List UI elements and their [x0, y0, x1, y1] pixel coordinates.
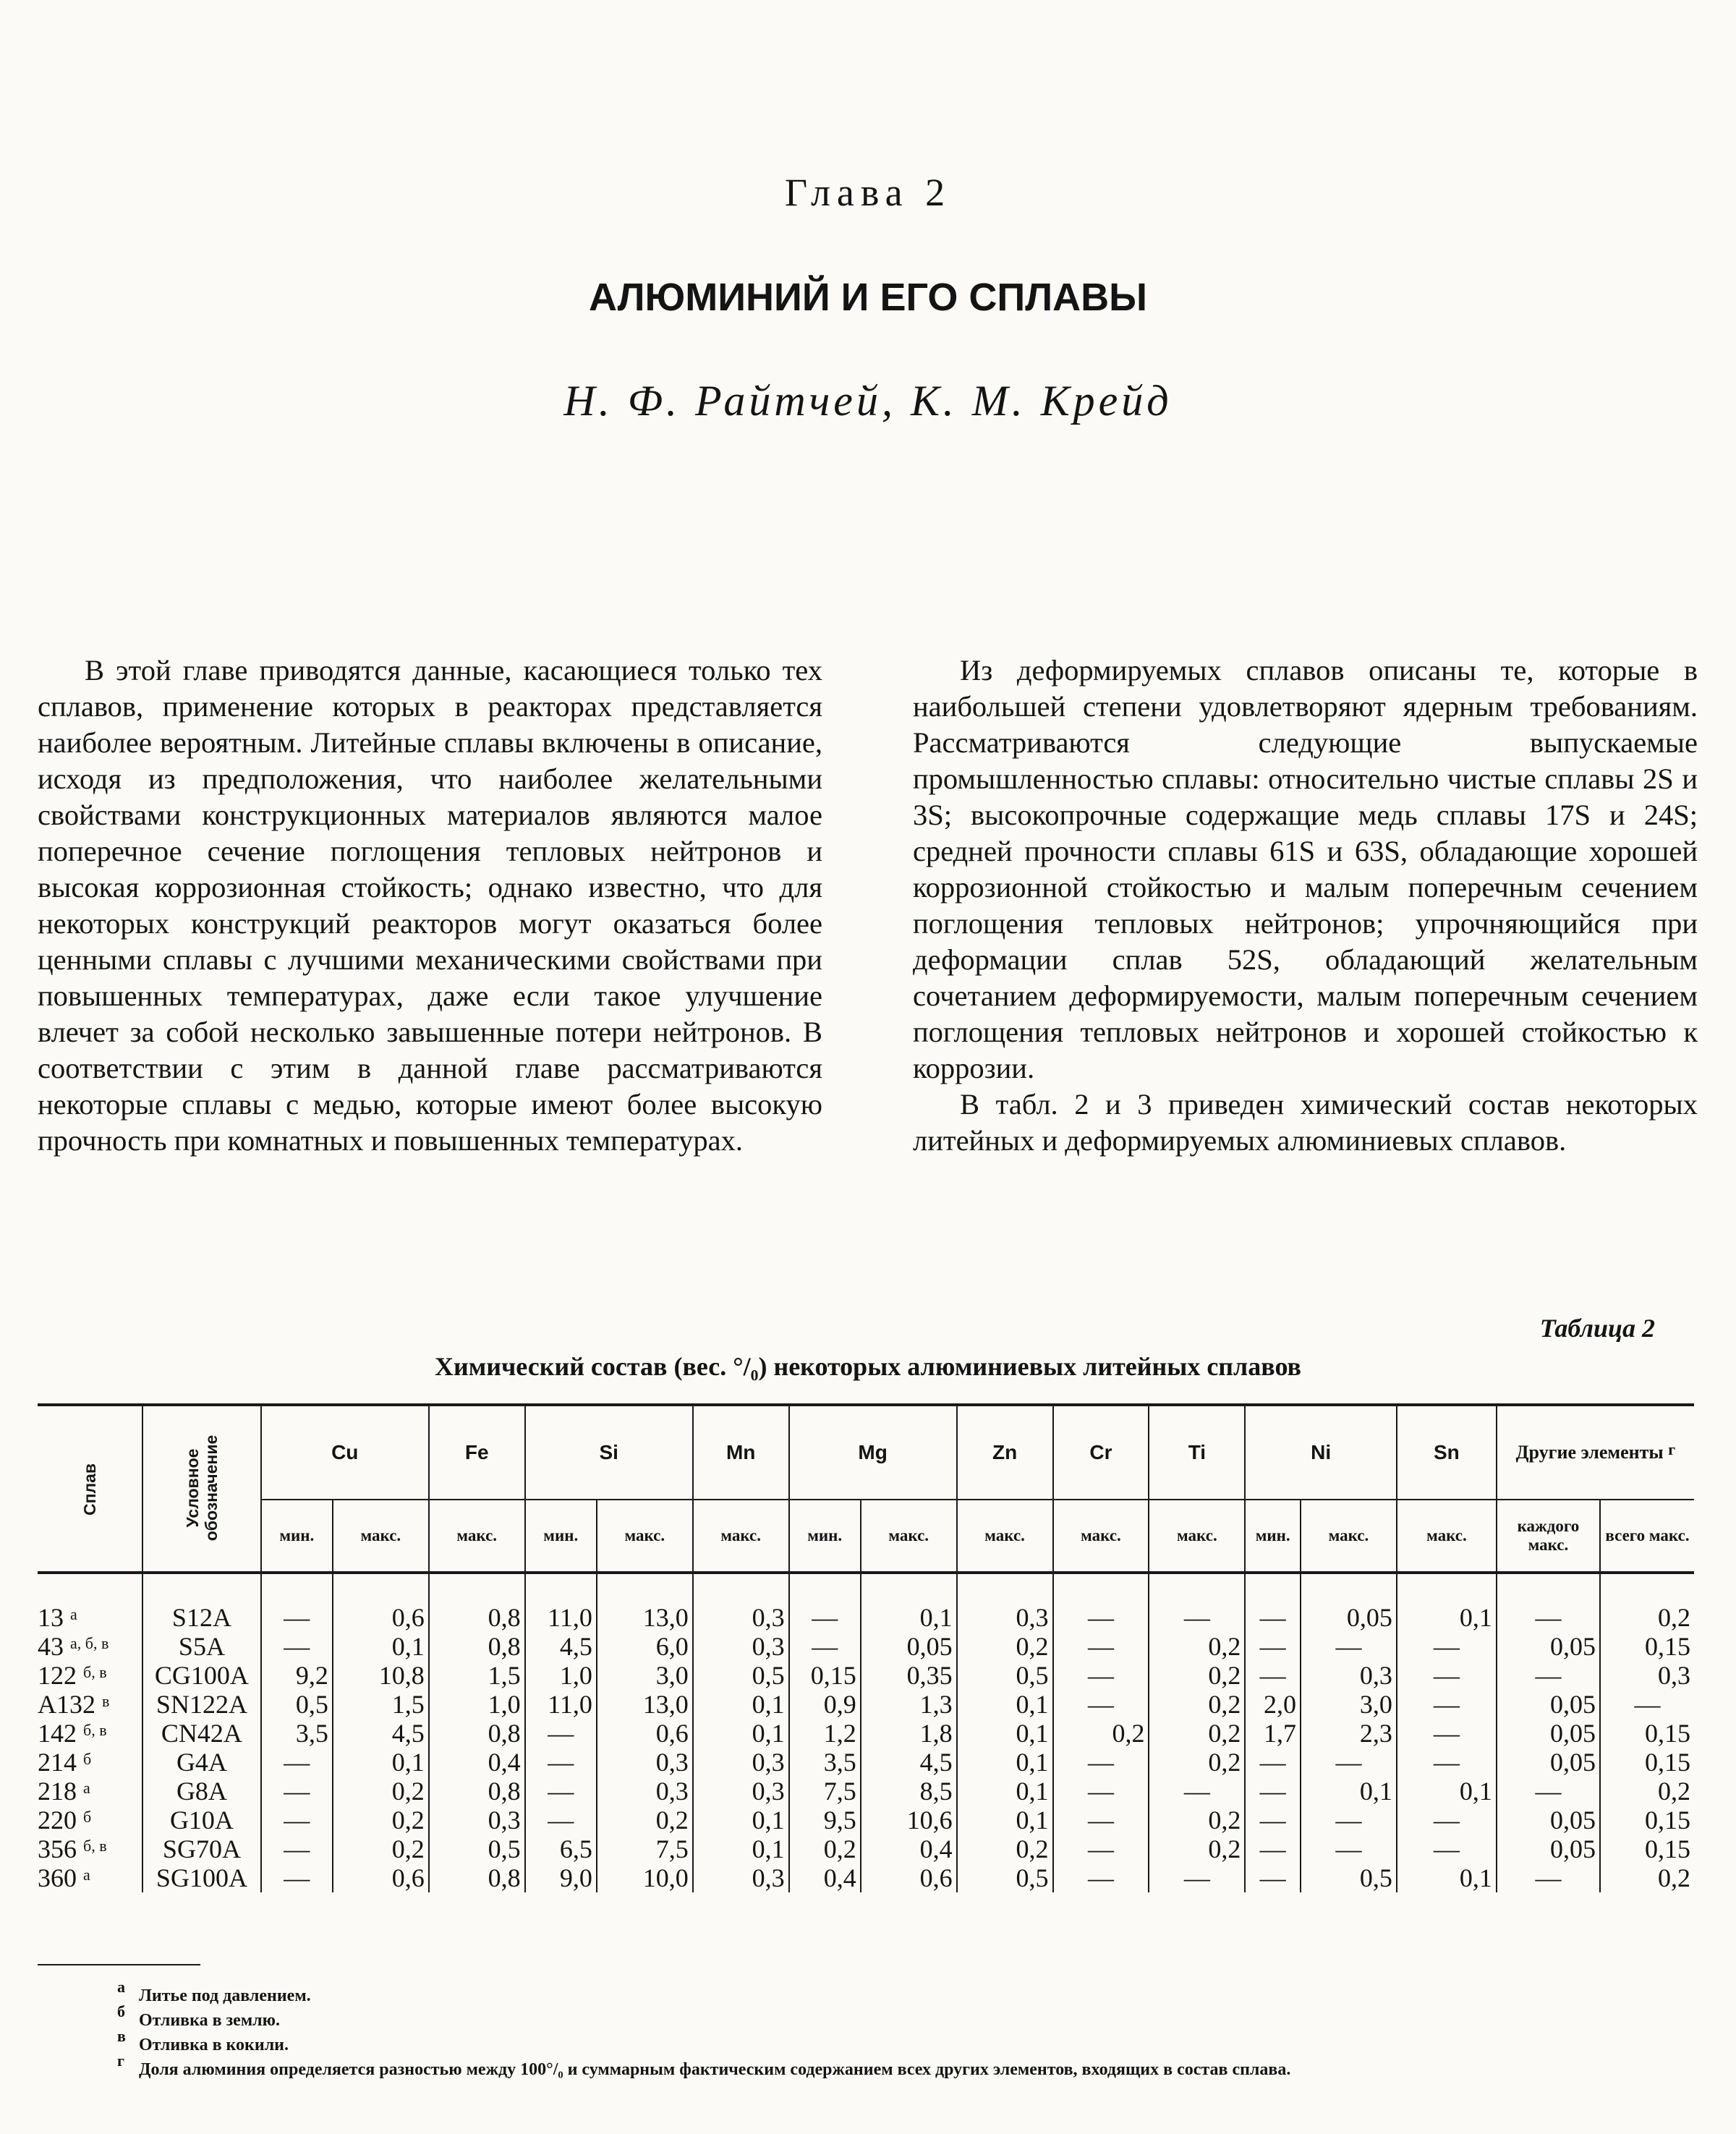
table-cell: — — [261, 1573, 333, 1632]
table-cell: 0,9 — [789, 1690, 861, 1719]
table-cell: — — [789, 1632, 861, 1661]
table-cell: 0,1 — [1397, 1777, 1497, 1806]
table-cell: 0,2 — [1053, 1719, 1149, 1748]
table-cell: — — [261, 1863, 333, 1892]
table-cell: 0,2 — [1149, 1690, 1245, 1719]
table-cell: 13,0 — [597, 1690, 693, 1719]
table-cell: — — [1497, 1777, 1600, 1806]
sub-max: макс. — [1397, 1500, 1497, 1573]
table-cell: 0,1 — [1301, 1777, 1397, 1806]
table-cell: 0,6 — [333, 1573, 429, 1632]
table-cell: 0,1 — [957, 1777, 1053, 1806]
table-cell: 0,15 — [1600, 1748, 1694, 1777]
cell-alloy: 43 $^{а, б, в}$ — [38, 1632, 142, 1661]
table-cell: 4,5 — [861, 1748, 957, 1777]
sub-each-max: каждого макс. — [1497, 1500, 1600, 1573]
sub-max: макс. — [1301, 1500, 1397, 1573]
sub-max: макс. — [861, 1500, 957, 1573]
table-cell: 0,8 — [429, 1573, 525, 1632]
table-cell: 0,3 — [1600, 1661, 1694, 1690]
table-cell: 1,8 — [861, 1719, 957, 1748]
table-cell: — — [1497, 1661, 1600, 1690]
table-cell: — — [1245, 1573, 1301, 1632]
table-row — [38, 1777, 1694, 1806]
sub-max: макс. — [693, 1500, 789, 1573]
table-cell: 1,5 — [429, 1661, 525, 1690]
cell-designation: CN42A — [142, 1719, 261, 1748]
table-cell: — — [1301, 1632, 1397, 1661]
table-cell: 3,5 — [261, 1719, 333, 1748]
col-sn: Sn — [1397, 1405, 1497, 1500]
table-cell: 0,6 — [333, 1863, 429, 1892]
table-cell: 1,7 — [1245, 1719, 1301, 1748]
table-cell: 0,1 — [861, 1573, 957, 1632]
sub-max: макс. — [1149, 1500, 1245, 1573]
table-cell: — — [1053, 1632, 1149, 1661]
table-cell: 0,5 — [1301, 1863, 1397, 1892]
table-cell: 3,0 — [597, 1661, 693, 1690]
paragraph: Из деформируемых сплавов описаны те, которые в наибольшей степени удовлетворяют ядерным требованиям. Рассматриваются следующие выпускаемые промышленностью сплавы: относительно чистые сплавы 2S и 3S; высокопрочные содержащие медь сплавы 17S и 24S; средней прочности сплавы 61S и 63S, обладающие хорошей коррозионной стойкостью и малым поперечным сечением поглощения тепловых нейтронов; упрочняющийся при деформации сплав 52S, обладающий желательным сочетанием деформируемости, малым поперечным сечением поглощения тепловых нейтронов и хорошей стойкостью к коррозии. — [913, 654, 1698, 1084]
table-cell: 0,2 — [333, 1777, 429, 1806]
table-cell: — — [1397, 1690, 1497, 1719]
table-cell: 0,15 — [1600, 1835, 1694, 1863]
cell-designation: S5A — [142, 1632, 261, 1661]
table-row — [38, 1863, 1694, 1892]
table-row — [38, 1632, 1694, 1661]
footnote-rule — [38, 1964, 200, 1965]
table-cell: — — [789, 1573, 861, 1632]
cell-alloy: 220 $^б$ — [38, 1806, 142, 1835]
table-cell: 0,3 — [1301, 1661, 1397, 1690]
table-cell: — — [1497, 1863, 1600, 1892]
table-cell: — — [261, 1806, 333, 1835]
table-cell: 7,5 — [789, 1777, 861, 1806]
table-cell: — — [1053, 1777, 1149, 1806]
table-cell: 3,5 — [789, 1748, 861, 1777]
table-cell: 0,3 — [429, 1806, 525, 1835]
table-cell: — — [525, 1777, 597, 1806]
table-cell: — — [1053, 1661, 1149, 1690]
sub-total-max: всего макс. — [1600, 1500, 1694, 1573]
cell-alloy: 142 $^{б, в}$ — [38, 1719, 142, 1748]
table-cell: 0,05 — [1497, 1748, 1600, 1777]
table-cell: 0,8 — [429, 1632, 525, 1661]
table-cell: 0,8 — [429, 1863, 525, 1892]
footnote: а Литье под давлением. — [117, 1978, 311, 2005]
table-cell: 9,2 — [261, 1661, 333, 1690]
col-ti: Ti — [1149, 1405, 1245, 1500]
table-cell: 0,4 — [861, 1835, 957, 1863]
table-cell: 0,1 — [693, 1835, 789, 1863]
cell-designation: S12A — [142, 1573, 261, 1632]
cell-designation: SG70A — [142, 1835, 261, 1863]
table-cell: 6,0 — [597, 1632, 693, 1661]
table-cell: 9,0 — [525, 1863, 597, 1892]
table-cell: 0,6 — [597, 1719, 693, 1748]
footnote: в Отливка в кокили. — [117, 2027, 289, 2054]
table-cell: 0,6 — [861, 1863, 957, 1892]
table-cell: 0,3 — [693, 1777, 789, 1806]
table-cell: 4,5 — [525, 1632, 597, 1661]
col-alloy: Сплав — [38, 1405, 142, 1573]
chapter-authors: Н. Ф. Райтчей, К. М. Крейд — [563, 377, 1173, 425]
sub-max: макс. — [429, 1500, 525, 1573]
cell-alloy: 356 $^{б, в}$ — [38, 1835, 142, 1863]
table-cell: 0,05 — [1497, 1719, 1600, 1748]
table-cell: 0,5 — [261, 1690, 333, 1719]
table-cell: 0,2 — [957, 1835, 1053, 1863]
table-cell: — — [1245, 1748, 1301, 1777]
table-row — [38, 1719, 1694, 1748]
table-cell: — — [261, 1748, 333, 1777]
table-cell: 0,15 — [1600, 1632, 1694, 1661]
col-zn: Zn — [957, 1405, 1053, 1500]
table-cell: 1,0 — [525, 1661, 597, 1690]
cell-alloy: 13 $^а$ — [38, 1573, 142, 1632]
table-cell: 0,1 — [333, 1748, 429, 1777]
footnote: б Отливка в землю. — [117, 2002, 280, 2030]
table-cell: 0,2 — [1600, 1777, 1694, 1806]
sub-max: макс. — [333, 1500, 429, 1573]
table-cell: 0,2 — [957, 1632, 1053, 1661]
table-cell: — — [1301, 1748, 1397, 1777]
col-fe: Fe — [429, 1405, 525, 1500]
table-cell: 0,05 — [1497, 1806, 1600, 1835]
col-mg: Mg — [789, 1405, 957, 1500]
cell-alloy: 218 $^а$ — [38, 1777, 142, 1806]
table-cell: 0,5 — [429, 1835, 525, 1863]
sub-max: макс. — [957, 1500, 1053, 1573]
sub-max: макс. — [1053, 1500, 1149, 1573]
table-cell: 0,15 — [1600, 1806, 1694, 1835]
table-cell: 8,5 — [861, 1777, 957, 1806]
footnotes — [38, 1978, 1694, 2082]
table-cell: 2,0 — [1245, 1690, 1301, 1719]
table-label: Таблица 2 — [1539, 1314, 1655, 1343]
sub-min: мин. — [261, 1500, 333, 1573]
table-title: Химический состав (вес. °/₀) некоторых алюминиевых литейных сплавов — [435, 1352, 1301, 1381]
table-cell: 0,15 — [1600, 1719, 1694, 1748]
table-cell: 10,0 — [597, 1863, 693, 1892]
col-cu: Cu — [261, 1405, 429, 1500]
table-cell: — — [1149, 1573, 1245, 1632]
table-cell: 0,3 — [693, 1573, 789, 1632]
cell-designation: SG100A — [142, 1863, 261, 1892]
col-si: Si — [525, 1405, 693, 1500]
cell-alloy: 360 $^а$ — [38, 1863, 142, 1892]
table-cell: — — [1397, 1835, 1497, 1863]
table-row — [38, 1573, 1694, 1632]
table-cell: — — [1245, 1863, 1301, 1892]
table-cell: — — [261, 1835, 333, 1863]
text-column-left — [38, 652, 822, 1159]
table-cell: 0,2 — [1149, 1632, 1245, 1661]
table-row — [38, 1806, 1694, 1835]
table-cell: — — [1245, 1806, 1301, 1835]
table-cell: 0,15 — [789, 1661, 861, 1690]
table-cell: 0,2 — [1149, 1748, 1245, 1777]
table-cell: 0,05 — [1497, 1632, 1600, 1661]
col-designation: Условное обозначение — [142, 1405, 261, 1573]
table-cell: — — [1397, 1661, 1497, 1690]
table-cell: 0,35 — [861, 1661, 957, 1690]
table-cell: 0,2 — [597, 1806, 693, 1835]
table-cell: 0,3 — [693, 1632, 789, 1661]
table-cell: — — [1053, 1835, 1149, 1863]
table-row — [38, 1748, 1694, 1777]
table-cell: 0,3 — [597, 1777, 693, 1806]
table-cell: 0,2 — [1600, 1863, 1694, 1892]
table-cell: — — [1245, 1632, 1301, 1661]
table-cell: — — [1397, 1632, 1497, 1661]
col-ni: Ni — [1245, 1405, 1397, 1500]
table-cell: 2,3 — [1301, 1719, 1397, 1748]
table-cell: — — [1397, 1748, 1497, 1777]
table-cell: 1,2 — [789, 1719, 861, 1748]
sub-min: мин. — [525, 1500, 597, 1573]
table-cell: — — [525, 1806, 597, 1835]
footnote: г Доля алюминия определяется разностью между 100°/₀ и суммарным фактическим содержанием всех других элементов, входящих в состав сплава. — [117, 2052, 1291, 2079]
col-cr: Cr — [1053, 1405, 1149, 1500]
table-cell: — — [1245, 1777, 1301, 1806]
table-row — [38, 1835, 1694, 1863]
table-cell: 0,1 — [1397, 1573, 1497, 1632]
sub-min: мин. — [1245, 1500, 1301, 1573]
table-cell: 0,1 — [693, 1719, 789, 1748]
cell-designation: SN122A — [142, 1690, 261, 1719]
table-cell: 0,1 — [1397, 1863, 1497, 1892]
table-cell: 0,2 — [1149, 1806, 1245, 1835]
table-cell: 1,3 — [861, 1690, 957, 1719]
table-cell: 10,6 — [861, 1806, 957, 1835]
table-cell: — — [1053, 1748, 1149, 1777]
table-cell: 0,05 — [861, 1632, 957, 1661]
table-cell: 0,05 — [1497, 1835, 1600, 1863]
table-cell: — — [525, 1748, 597, 1777]
table-cell: 3,0 — [1301, 1690, 1397, 1719]
table-cell: 4,5 — [333, 1719, 429, 1748]
table-cell: 0,3 — [597, 1748, 693, 1777]
paragraph: В табл. 2 и 3 приведен химический состав некоторых литейных и деформируемых алюминиевых сплавов. — [913, 1088, 1698, 1157]
table-cell: 0,5 — [693, 1661, 789, 1690]
table-cell: 0,5 — [957, 1661, 1053, 1690]
table-cell: 1,5 — [333, 1690, 429, 1719]
table-cell: 0,05 — [1497, 1690, 1600, 1719]
chapter-label: Глава 2 — [784, 171, 952, 214]
table-cell: 0,8 — [429, 1719, 525, 1748]
table-cell: — — [1397, 1719, 1497, 1748]
table-cell: 0,2 — [789, 1835, 861, 1863]
sub-max: макс. — [597, 1500, 693, 1573]
table-cell: 0,1 — [957, 1719, 1053, 1748]
composition-table — [38, 1403, 1694, 1892]
table-cell: 0,3 — [693, 1863, 789, 1892]
table-cell: 0,1 — [693, 1806, 789, 1835]
table-cell: — — [1245, 1661, 1301, 1690]
table-row — [38, 1661, 1694, 1690]
table-cell: 0,5 — [957, 1863, 1053, 1892]
table-row — [38, 1690, 1694, 1719]
table-cell: 0,2 — [333, 1835, 429, 1863]
cell-designation: G10A — [142, 1806, 261, 1835]
table-cell: — — [1397, 1806, 1497, 1835]
table-cell: 0,8 — [429, 1777, 525, 1806]
table-cell: 0,2 — [1600, 1573, 1694, 1632]
table-cell: 11,0 — [525, 1690, 597, 1719]
table-cell: — — [1149, 1777, 1245, 1806]
table-cell: 0,1 — [957, 1748, 1053, 1777]
cell-alloy: 122 $^{б, в}$ — [38, 1661, 142, 1690]
table-cell: 7,5 — [597, 1835, 693, 1863]
table-cell: — — [1053, 1690, 1149, 1719]
table-cell: 0,1 — [957, 1690, 1053, 1719]
table-cell: 0,3 — [693, 1748, 789, 1777]
table-cell: — — [525, 1719, 597, 1748]
table-cell: 0,1 — [693, 1690, 789, 1719]
chapter-title: АЛЮМИНИЙ И ЕГО СПЛАВЫ — [589, 276, 1147, 319]
table-cell: 0,1 — [957, 1806, 1053, 1835]
table-cell: — — [261, 1777, 333, 1806]
sub-min: мин. — [789, 1500, 861, 1573]
table-cell: — — [1245, 1835, 1301, 1863]
cell-designation: G4A — [142, 1748, 261, 1777]
table-cell: 13,0 — [597, 1573, 693, 1632]
cell-alloy: A132 $^в$ — [38, 1690, 142, 1719]
text-column-right — [913, 652, 1698, 1159]
table-cell: — — [1301, 1806, 1397, 1835]
table-cell: 0,4 — [789, 1863, 861, 1892]
col-mn: Mn — [693, 1405, 789, 1500]
cell-alloy: 214 $^б$ — [38, 1748, 142, 1777]
table-cell: 10,8 — [333, 1661, 429, 1690]
table-cell: 0,3 — [957, 1573, 1053, 1632]
table-cell: 6,5 — [525, 1835, 597, 1863]
table-cell: — — [1053, 1573, 1149, 1632]
cell-designation: G8A — [142, 1777, 261, 1806]
table-cell: 0,4 — [429, 1748, 525, 1777]
paragraph: В этой главе приводятся данные, касающиеся только тех сплавов, применение которых в реакторах представляется наиболее вероятным. Литейные сплавы включены в описание, исходя из предположения, что наиболее желательными свойствами конструкционных материалов являются малое поперечное сечение поглощения тепловых нейтронов и высокая коррозионная стойкость; однако известно, что для некоторых конструкций реакторов могут оказаться более ценными сплавы с лучшими механическими свойствами при повышенных температурах, даже если такое улучшение влечет за собой несколько завышенные потери нейтронов. В соответствии с этим в данной главе рассматриваются некоторые сплавы с медью, которые имеют более высокую прочность при комнатных и повышенных температурах. — [38, 654, 822, 1157]
table-cell: 1,0 — [429, 1690, 525, 1719]
table-header-minmax — [38, 1500, 1694, 1573]
table-cell: — — [1053, 1806, 1149, 1835]
table-cell: 0,2 — [1149, 1835, 1245, 1863]
table-cell: 0,1 — [333, 1632, 429, 1661]
table-cell: — — [1149, 1863, 1245, 1892]
table-header-elements — [38, 1405, 1694, 1500]
col-other: Другие элементы $^г$ — [1497, 1405, 1694, 1500]
table-cell: — — [261, 1632, 333, 1661]
table-cell: — — [1600, 1690, 1694, 1719]
table-cell: 0,2 — [1149, 1719, 1245, 1748]
table-cell: — — [1497, 1573, 1600, 1632]
table-cell: 0,2 — [333, 1806, 429, 1835]
table-cell: 0,05 — [1301, 1573, 1397, 1632]
table-cell: — — [1053, 1863, 1149, 1892]
table-cell: 0,2 — [1149, 1661, 1245, 1690]
table-cell: — — [1301, 1835, 1397, 1863]
table-cell: 11,0 — [525, 1573, 597, 1632]
cell-designation: CG100A — [142, 1661, 261, 1690]
table-cell: 9,5 — [789, 1806, 861, 1835]
